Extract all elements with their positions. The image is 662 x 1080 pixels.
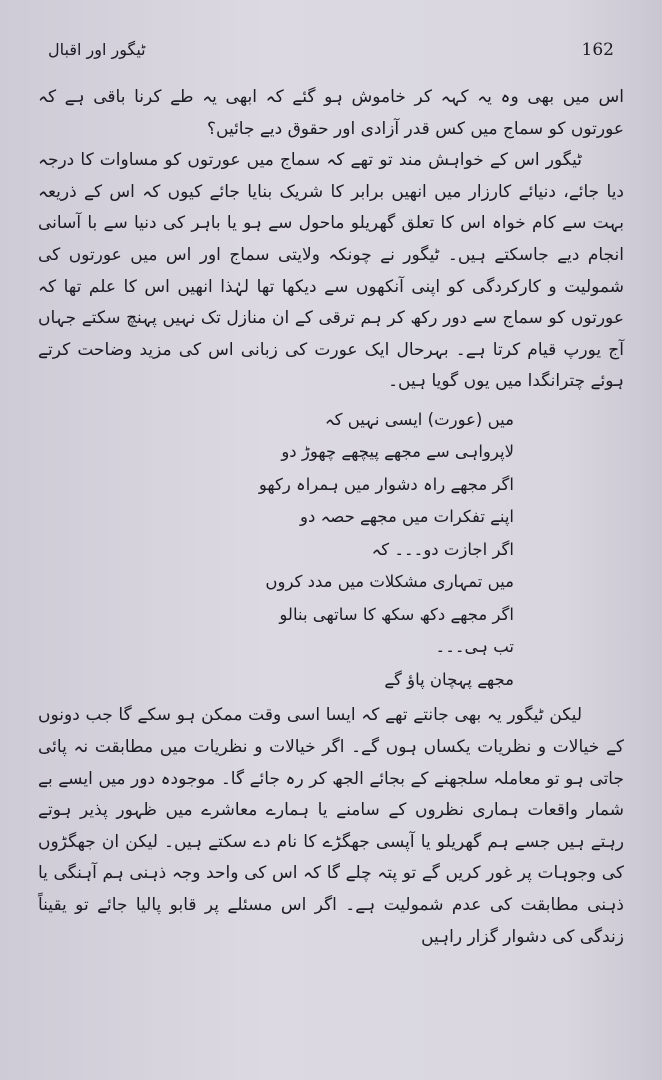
poem-line: اگر اجازت دو۔۔۔ کہ [371,539,514,559]
page-body [38,82,624,953]
poem-line: میں تمہاری مشکلات میں مدد کروں [265,572,514,592]
poem-line: اپنے تفکرات میں مجھے حصہ دو [300,507,514,527]
paragraph-3: لیکن ٹیگور یہ بھی جانتے تھے کہ ایسا اسی وقت ممکن ہو سکے گا جب دونوں کے خیالات و نظریات یکساں ہوں گے۔ اگر خیالات و نظریات میں مطابقت نہ پائی جاتی ہو تو معاملہ سلجھنے کے بجائے الجھ کر رہ جائے گا۔ موجودہ دور میں ایسے بے شمار واقعات ہماری نظروں کے سامنے یا ہمارے معاشرے میں ظہور پذیر ہوتے رہتے ہیں جسے ہم گھریلو یا آپسی جھگڑے کا نام دے سکتے ہیں۔ لیکن ان جھگڑوں کی وجوہات پر غور کریں گے تو پتہ چلے گا کہ اس کی واحد وجہ ذہنی ہم آہنگی یا ذہنی مطابقت کی عدم شمولیت ہے۔ اگر اس مسئلے پر قابو پالیا جائے تو یقیناً زندگی کی دشوار گزار راہیں [38,705,624,947]
page-header [48,40,614,70]
paragraph-1: اس میں بھی وہ یہ کہہ کر خاموش ہو گئے کہ ابھی یہ طے کرنا باقی ہے کہ عورتوں کو سماج میں کس قدر آزادی اور حقوق دیے جائیں؟ [38,87,624,139]
poem-line: تب ہی۔۔۔ [435,637,514,657]
running-title: ٹیگور اور اقبال [48,40,146,59]
poem-line: اگر مجھے دکھ سکھ کا ساتھی بنالو [279,604,514,624]
poem-line: میں (عورت) ایسی نہیں کہ [324,409,514,429]
page-number: 162 [581,40,614,60]
paragraph-2: ٹیگور اس کے خواہش مند تو تھے کہ سماج میں عورتوں کو مساوات کا درجہ دیا جائے، دنیائے کارزار میں انھیں برابر کا شریک بنایا جائے کیوں کہ اس کے ذریعہ بہت سے کام خواہ اس کا تعلق گھریلو ماحول سے ہو یا باہر کی دنیا سے با آسانی انجام دیے جاسکتے ہیں۔ ٹیگور نے چونکہ ولایتی سماج اور اس میں عورتوں کی شمولیت و کارکردگی کو اپنی آنکھوں سے دیکھا تھا لہٰذا انھیں اس کا علم تھا کہ عورتوں کو سماج سے دور رکھ کر ہم ترقی کے ان منازل تک نہیں پہنچ سکتے جہاں آج یورپ قیام کرتا ہے۔ بہرحال ایک عورت کی زبانی اس کی مزید وضاحت کرتے ہوئے چترانگدا میں یوں گویا ہیں۔ [38,150,624,392]
poem-excerpt [38,404,624,697]
poem-line: لاپرواہی سے مجھے پیچھے چھوڑ دو [281,442,514,462]
poem-line: مجھے پہچان پاؤ گے [384,669,514,689]
poem-line: اگر مجھے راہ دشوار میں ہمراہ رکھو [258,474,514,494]
